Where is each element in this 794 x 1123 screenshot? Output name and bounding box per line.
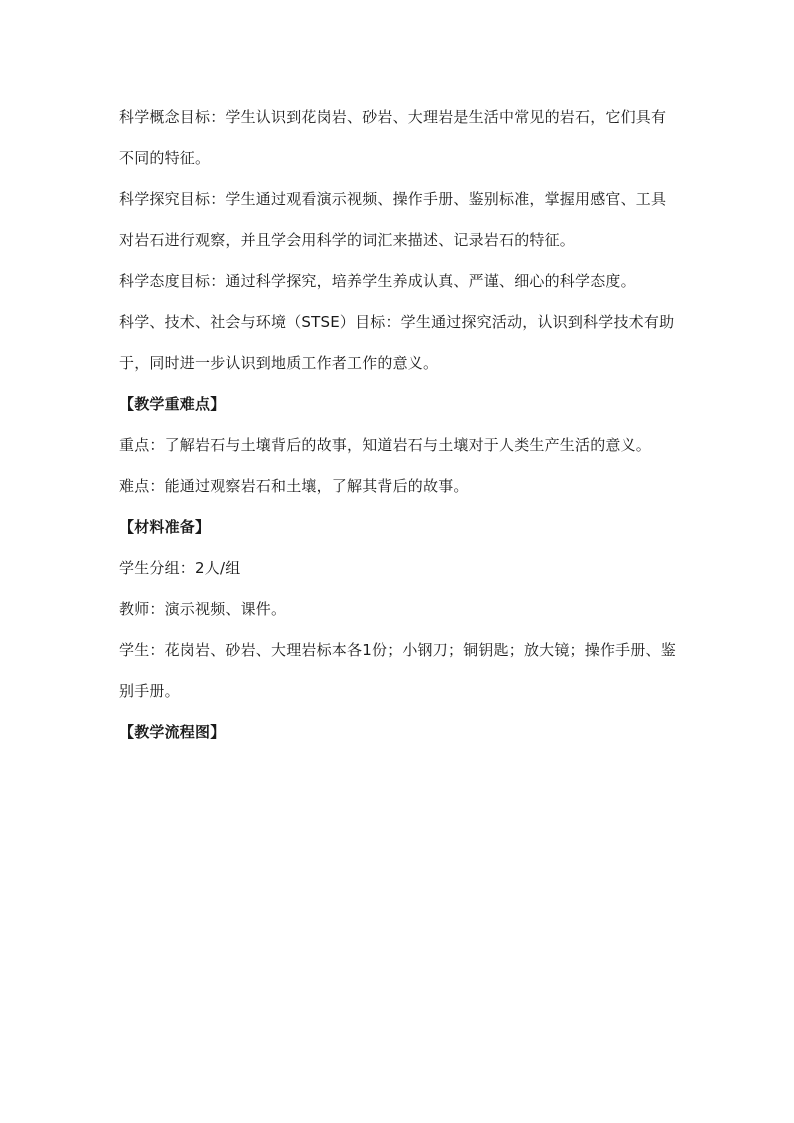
document-body [119, 97, 681, 753]
goal-science-attitude: 科学态度目标：通过科学探究，培养学生养成认真、严谨、细心的科学态度。 [119, 272, 636, 290]
materials-grouping: 学生分组：2人/组 [119, 559, 241, 577]
goal-science-concept: 科学概念目标：学生认识到花岗岩、砂岩、大理岩是生活中常见的岩石，它们具有不同的特征。 [119, 108, 667, 167]
heading-materials: 【材料准备】 [119, 518, 211, 536]
goal-science-inquiry: 科学探究目标：学生通过观看演示视频、操作手册、鉴别标准，掌握用感官、工具对岩石进行观察，并且学会用科学的词汇来描述、记录岩石的特征。 [119, 190, 667, 249]
difficult-point: 难点：能通过观察岩石和土壤，了解其背后的故事。 [119, 477, 469, 495]
materials-student: 学生：花岗岩、砂岩、大理岩标本各1份；小钢刀；铜钥匙；放大镜；操作手册、鉴别手册。 [119, 641, 676, 700]
goal-stse: 科学、技术、社会与环境（STSE）目标：学生通过探究活动，认识到科学技术有助于，同时进一步认识到地质工作者工作的意义。 [119, 313, 675, 372]
heading-flowchart: 【教学流程图】 [119, 723, 226, 741]
heading-key-difficult-points: 【教学重难点】 [119, 395, 226, 413]
key-point: 重点：了解岩石与土壤背后的故事，知道岩石与土壤对于人类生产生活的意义。 [119, 436, 652, 454]
materials-teacher: 教师：演示视频、课件。 [119, 600, 287, 618]
